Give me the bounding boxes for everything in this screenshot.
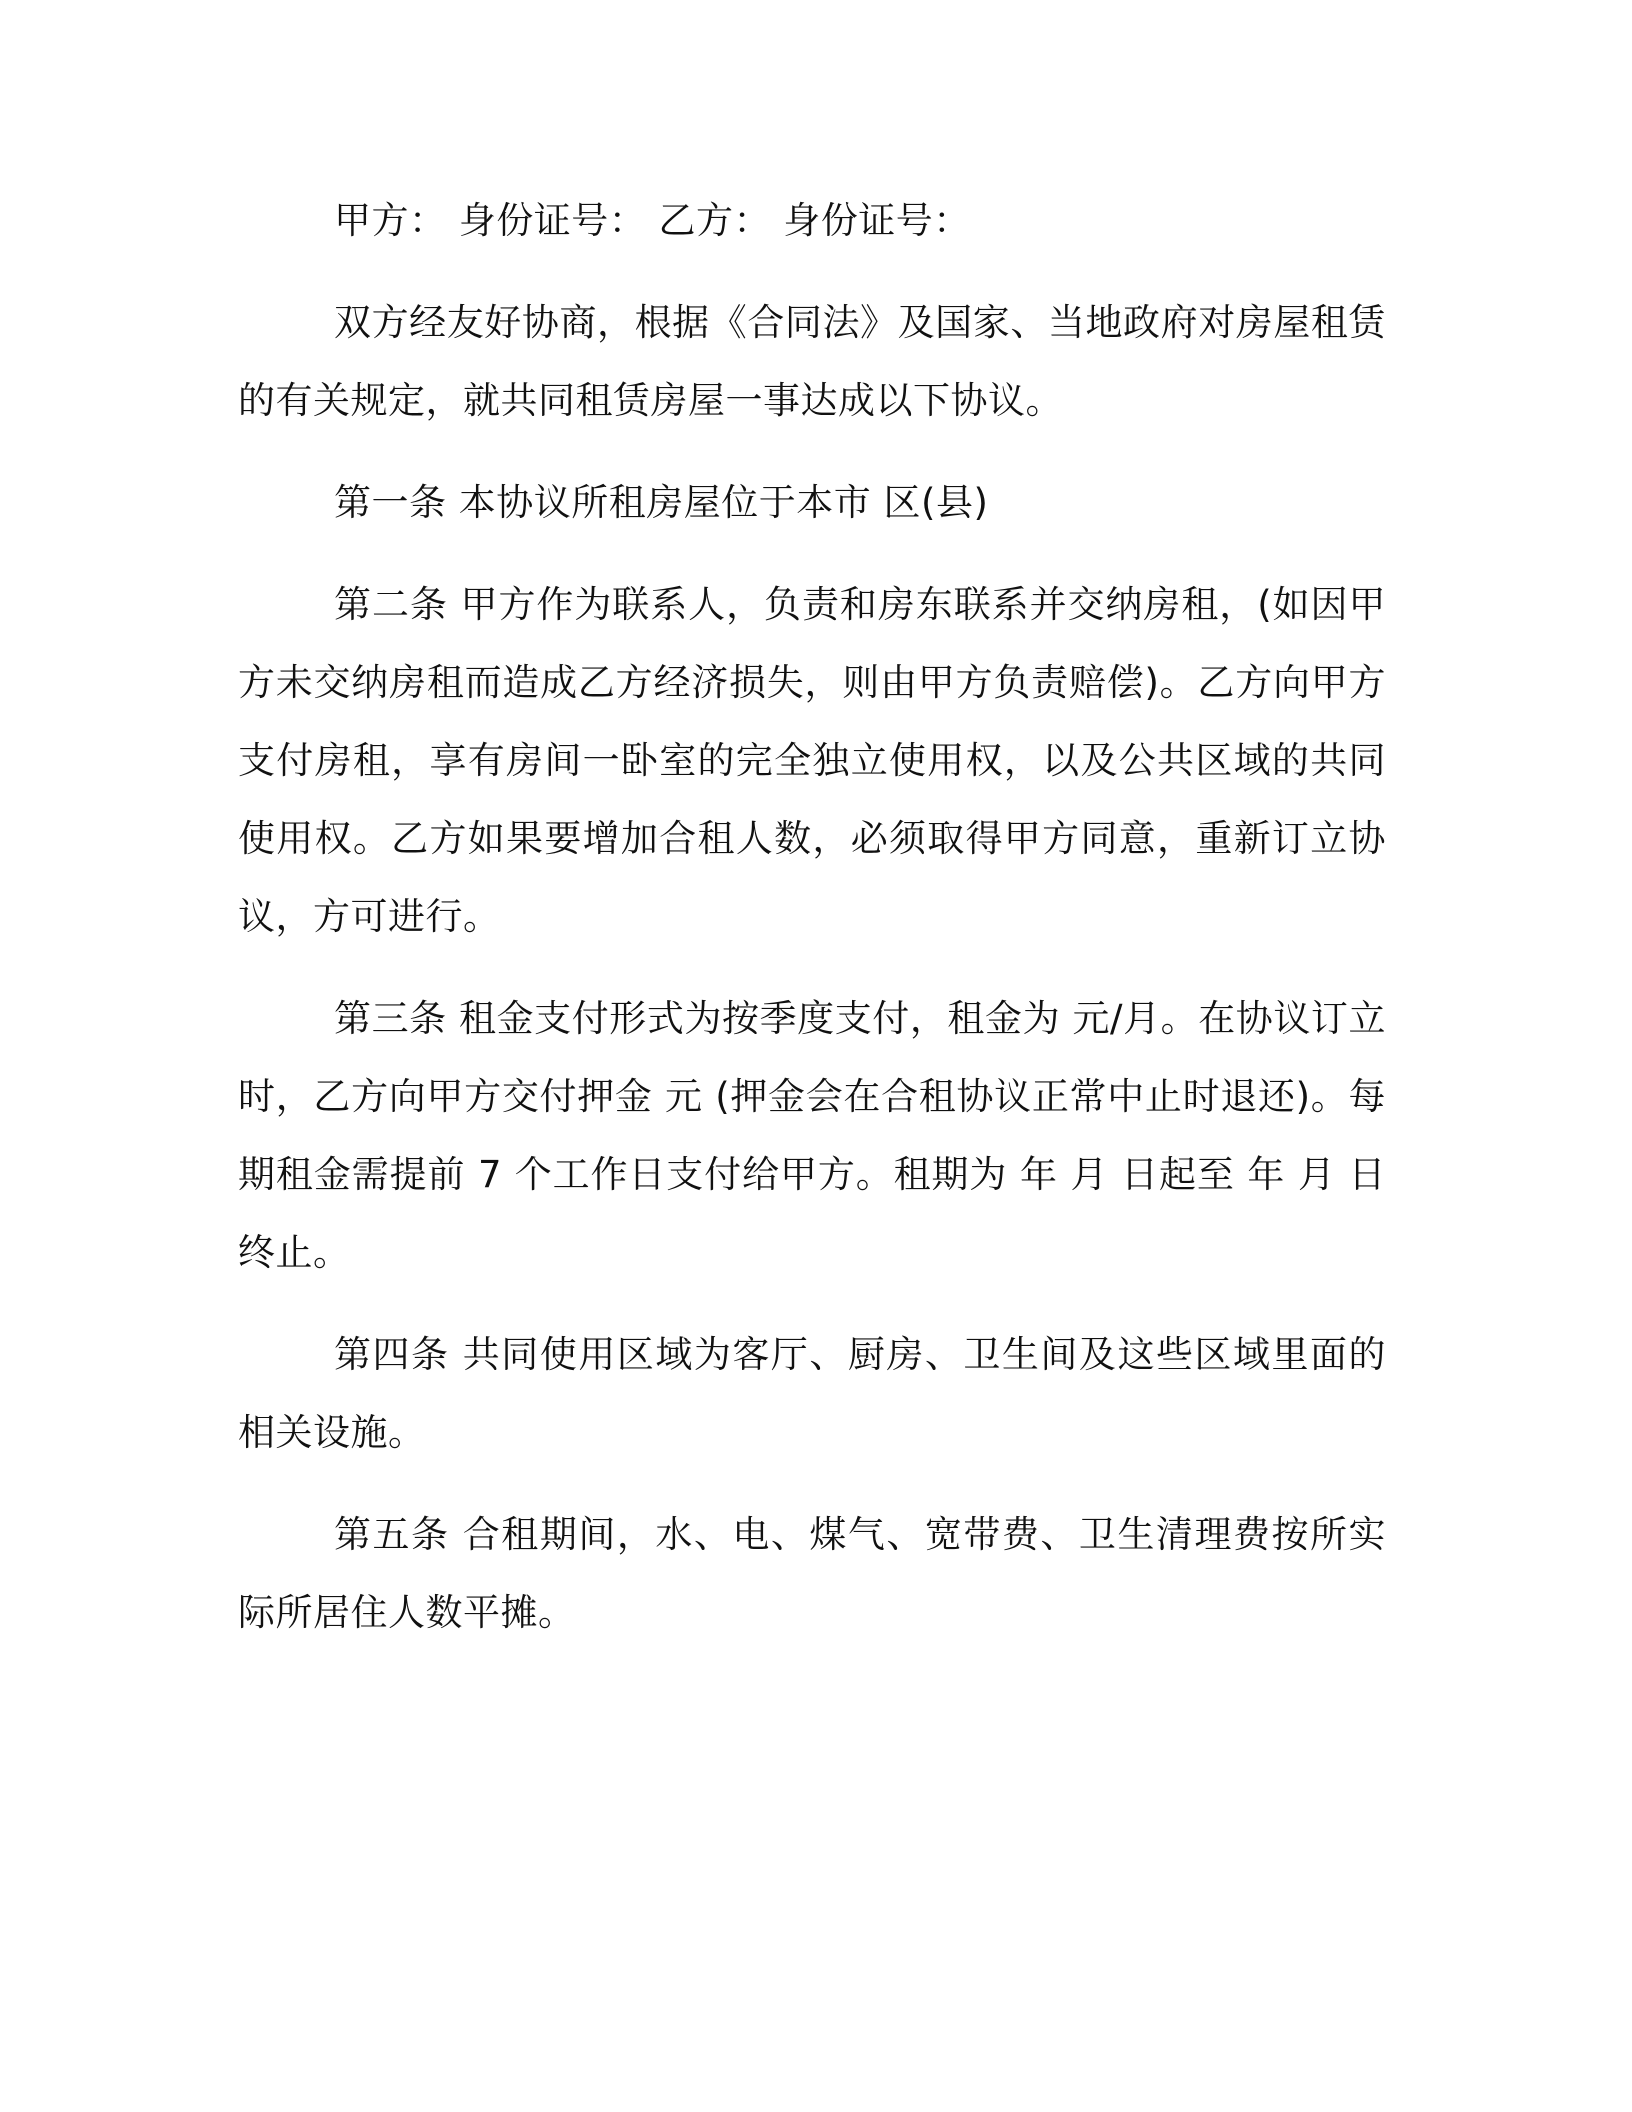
article-5-paragraph: 第五条 合租期间，水、电、煤气、宽带费、卫生清理费按所实际所居住人数平摊。 xyxy=(238,1513,1386,1634)
article-2-paragraph: 第二条 甲方作为联系人，负责和房东联系并交纳房租，(如因甲方未交纳房租而造成乙方经济损失，则由甲方负责赔偿)。乙方向甲方支付房租，享有房间一卧室的完全独立使用权，以及公共区域的共同使用权。乙方如果要增加合租人数，必须取得甲方同意，重新订立协议，方可进行。 xyxy=(238,583,1386,938)
article-3-paragraph: 第三条 租金支付形式为按季度支付，租金为 元/月。在协议订立时，乙方向甲方交付押金 元 (押金会在合租协议正常中止时退还)。每期租金需提前 7 个工作日支付给甲方。租期为 年 月 日起至 年 月 日终止。 xyxy=(238,997,1386,1274)
document-body xyxy=(238,182,1386,1676)
article-1-paragraph: 第一条 本协议所租房屋位于本市 区(县) xyxy=(334,481,989,524)
article-4-paragraph: 第四条 共同使用区域为客厅、厨房、卫生间及这些区域里面的相关设施。 xyxy=(238,1333,1386,1454)
preamble-paragraph: 双方经友好协商，根据《合同法》及国家、当地政府对房屋租赁的有关规定，就共同租赁房屋一事达成以下协议。 xyxy=(238,301,1386,422)
parties-line: 甲方： 身份证号： 乙方： 身份证号： xyxy=(334,199,971,242)
